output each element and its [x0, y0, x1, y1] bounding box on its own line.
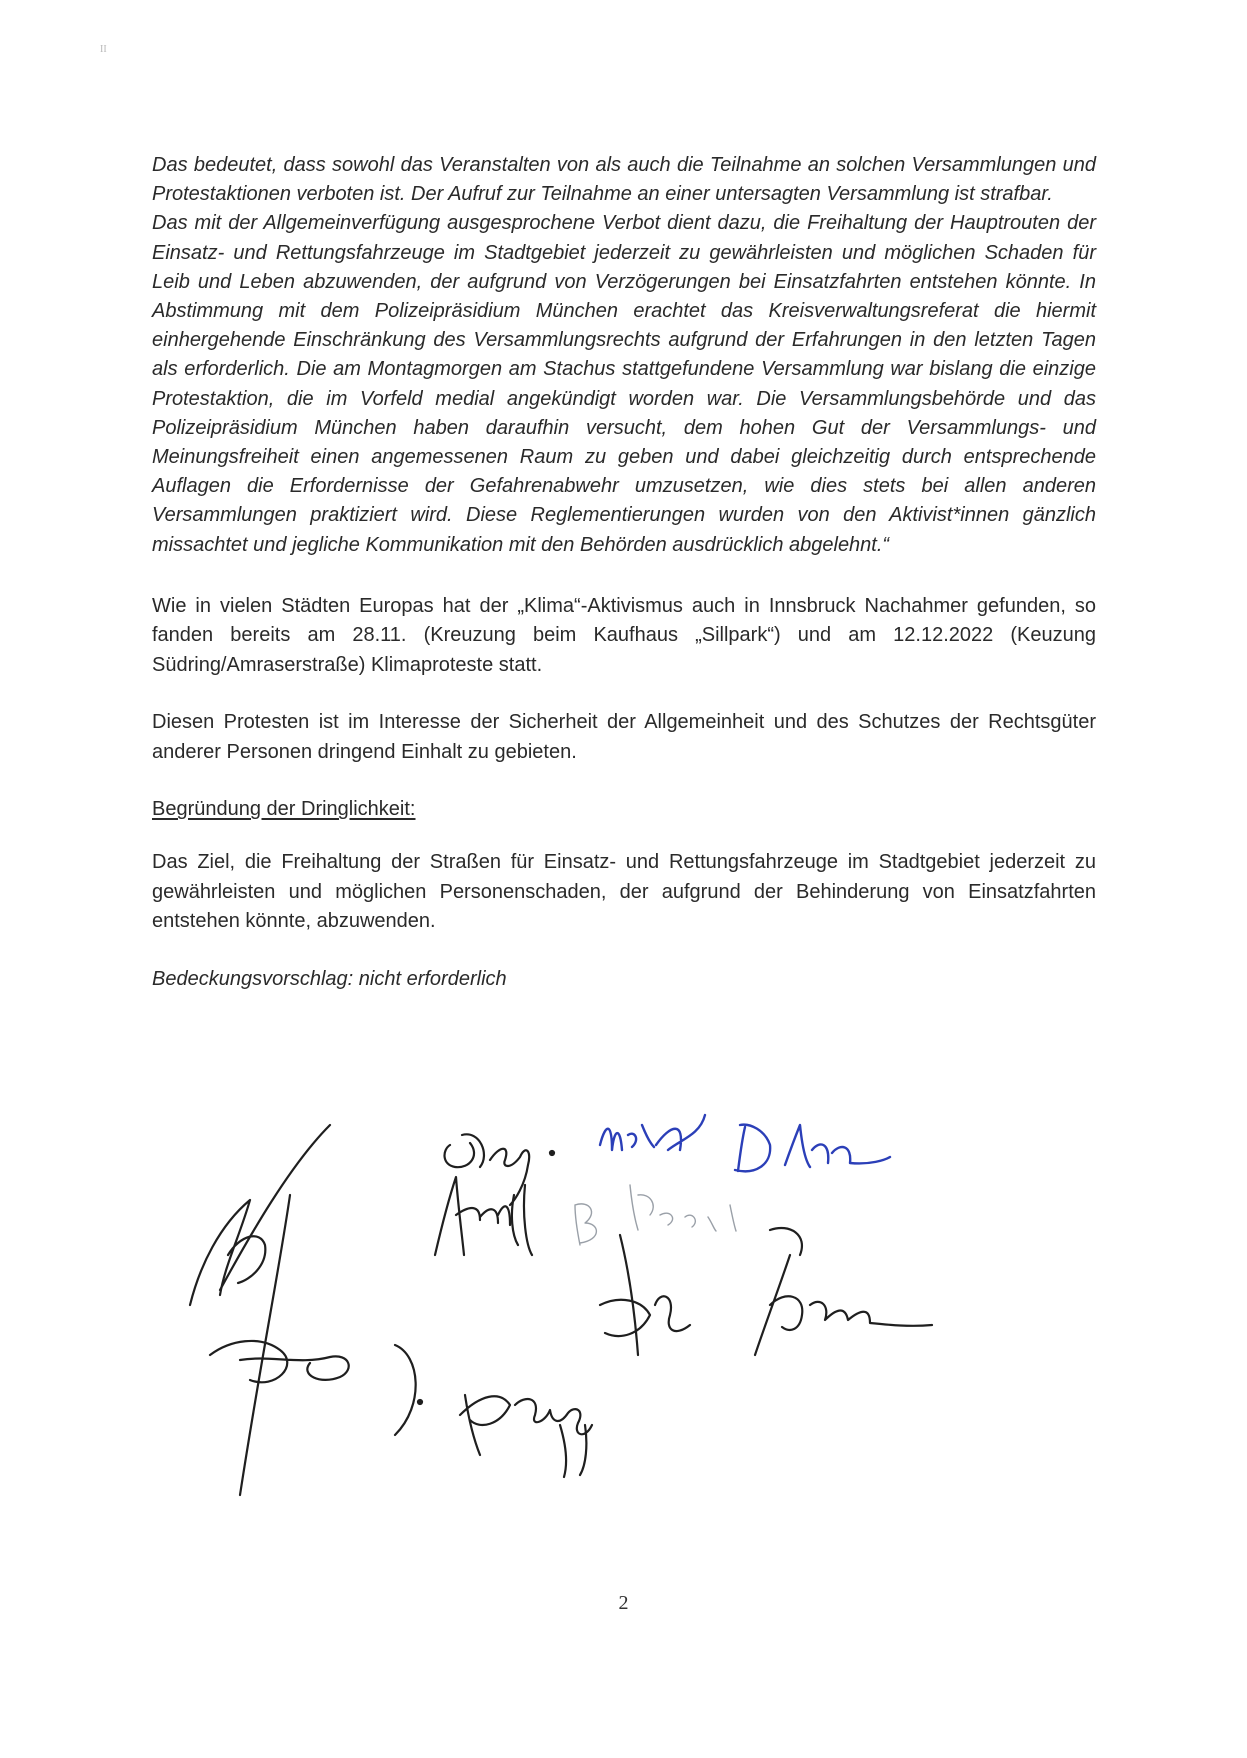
document-body: [152, 151, 1096, 994]
section-heading-dringlichkeit: Begründung der Dringlichkeit:: [152, 798, 416, 821]
bedeckungsvorschlag-line: Bedeckungsvorschlag: nicht erforderlich: [152, 967, 507, 990]
handwritten-signatures: [180, 1105, 1040, 1525]
page-number: 2: [618, 1592, 629, 1614]
scan-corner-mark: II: [100, 44, 107, 55]
paragraph-klima-aktivismus: Wie in vielen Städten Europas hat der „Klima“-Aktivismus auch in Innsbruck Nachahmer gefunden, so fanden bereits am 28.11. (Kreuzung beim Kaufhaus „Sillpark“) und am 12.12.2022 (Keuzung Südring/Amraserstraße) Klimaproteste statt.: [152, 594, 1096, 676]
quoted-passage: [152, 151, 1096, 560]
signature-blue: [600, 1115, 890, 1171]
signature-left: [190, 1125, 422, 1495]
signature-faint: [575, 1185, 736, 1245]
quote-paragraph-2: Das mit der Allgemeinverfügung ausgesprochene Verbot dient dazu, die Freihaltung der Hauptrouten der Einsatz- und Rettungsfahrzeuge im Stadtgebiet jederzeit zu gewährleisten und möglichen Schaden für Leib und Leben abzuwenden, der aufgrund von Verzögerungen bei Einsatzfahrten entstehen könnte. In Abstimmung mit dem Polizeipräsidium München erachtet das Kreisverwaltungsreferat die hiermit einhergehende Einschränkung des Versammlungsrechts aufgrund der Erfahrungen in den letzten Tagen als erforderlich. Die am Montagmorgen am Stachus stattgefundene Versammlung war bislang die einzige Protestaktion, die im Vorfeld medial angekündigt worden war. Die Versammlungsbehörde und das Polizeipräsidium München haben daraufhin versucht, dem hohen Gut der Versammlungs- und Meinungsfreiheit einen angemessenen Raum zu geben und dabei gleichzeitig durch entsprechende Auflagen die Erfordernisse der Gefahrenabwehr umzusetzen, wie dies stets bei allen anderen Versammlungen praktiziert wird. Diese Reglementierungen wurden von den Aktivist*innen gänzlich missachtet und jegliche Kommunikation mit den Behörden ausdrücklich abgelehnt.“: [152, 212, 1096, 556]
paragraph-einhalt: Diesen Protesten ist im Interesse der Sicherheit der Allgemeinheit und des Schutzes der Rechtsgüter anderer Personen dringend Einhalt zu gebieten.: [152, 711, 1096, 763]
paragraph-ziel: Das Ziel, die Freihaltung der Straßen für Einsatz- und Rettungsfahrzeuge im Stadtgebiet jederzeit zu gewährleisten und möglichen Personenschaden, der aufgrund der Behinderung von Einsatzfahrten entstehen könnte, abzuwenden.: [152, 851, 1096, 933]
quote-paragraph-1: Das bedeutet, dass sowohl das Veranstalten von als auch die Teilnahme an solchen Versammlungen und Protestaktionen verboten ist. Der Aufruf zur Teilnahme an einer untersagten Versammlung ist strafbar.: [152, 154, 1096, 206]
signature-right: [460, 1228, 932, 1477]
signature-middle-upper: [435, 1134, 554, 1255]
